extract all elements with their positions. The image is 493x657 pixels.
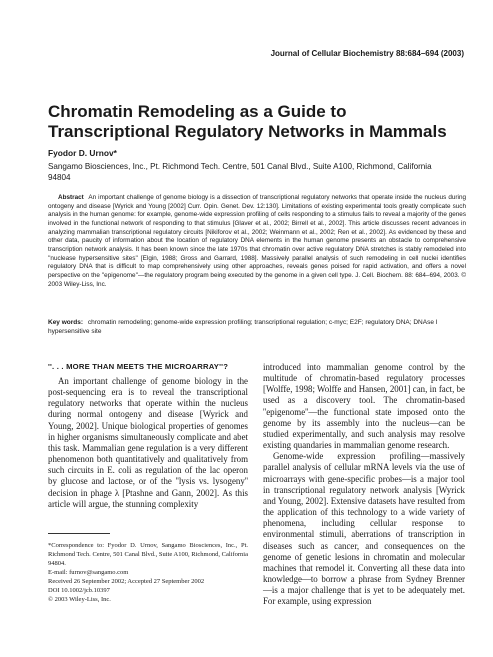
keywords-block bbox=[48, 318, 466, 336]
footnote-email: E-mail: furnov@sangamo.com bbox=[48, 569, 129, 576]
abstract-block bbox=[48, 194, 466, 289]
body-paragraph: introduced into mammalian genome control by the multitude of chromatin-based regulatory processes [Wolffe, 1998; Wolffe and Hansen, 2001] can, in fact, be used as a discovery tool. The chromatin-based ''epigenome''—the functional state imposed onto the genome by its assembly into the nucleus—can be studied experimentally, and such analysis may resolve existing quandaries in mammalian genome research. bbox=[263, 362, 465, 451]
footnote-divider bbox=[48, 533, 110, 534]
footnote-copyright: © 2003 Wiley-Liss, Inc. bbox=[48, 596, 111, 603]
abstract-heading: Abstract bbox=[58, 194, 84, 201]
body-column-right bbox=[263, 362, 465, 607]
body-column-left: An important challenge of genome biology in the post-sequencing era is to reveal the transcriptional regulatory networks that operate within the nucleus during normal ontogeny and disease [Wyrick and Young, 2002]. Unique biological properties of genomes in higher organisms simultaneously complicate and abet this task. Mammalian gene regulation is a very different phenomenon both quantitatively and qualitatively from such circuits in E. coli as regulation of the lac operon by glucose and lactose, or of the ''lysis vs. lysogeny'' decision in phage λ [Ptashne and Gann, 2002]. As this article will argue, the stunning complexity bbox=[48, 376, 248, 509]
footnote-block bbox=[48, 541, 248, 604]
article-title: Chromatin Remodeling as a Guide to Transcriptional Regulatory Networks in Mammals bbox=[48, 102, 447, 141]
footnote-correspondence: *Correspondence to: Fyodor D. Urnov, Sangamo Biosciences, Inc., Pt. Richmond Tech. Centre, 501 Canal Blvd., Suite A100, Richmond, California 94804. bbox=[48, 542, 248, 567]
body-paragraph: Genome-wide expression profiling—massively parallel analysis of cellular mRNA levels via the use of microarrays with gene-specific probes—is a major tool in transcriptional regulatory network analysis [Wyrick and Young, 2002]. Extensive datasets have resulted from the application of this technology to a wide variety of phenomena, including cellular response to environmental stimuli, aberrations of transcription in diseases such as cancer, and consequences on the genome of genetic lesions in chromatin and molecular machines that remodel it. Converting all these data into knowledge—to borrow a phrase from Sydney Brenner—is a major challenge that is yet to be adequately met. For example, using expression bbox=[263, 451, 465, 607]
author-name: Fyodor D. Urnov* bbox=[48, 148, 117, 158]
author-affiliation: Sangamo Biosciences, Inc., Pt. Richmond Tech. Centre, 501 Canal Blvd., Suite A100, Richmond, California 94804 bbox=[48, 162, 432, 182]
abstract-copyright: © 2003 Wiley-Liss, Inc. bbox=[48, 271, 466, 288]
journal-header: Journal of Cellular Biochemistry 88:684–694 (2003) bbox=[270, 49, 464, 58]
abstract-text: An important challenge of genome biology is a dissection of transcriptional regulatory networks that operate inside the nucleus during ontogeny and disease [Wyrick and Young [2002] Curr. Opin. Genet. Dev. 12:130]. Limitations of existing experimental tools greatly complicate such analysis in the human genome: for example, genome-wide expression profiling of cells responding to a stimulus fails to reveal a majority of the genes involved in the functional network of responding to that stimulus [Glaver et al., 2002; Birrell et al., 2002]. This article discusses recent advances in analyzing mammalian transcriptional regulatory circuits [Nikiforov et al., 2002; Weinmann et al., 2002; Ren et al., 2002]. As evidenced by these and other data, paucity of information about the location of regulatory DNA elements in the human genome presents an obstacle to comprehensive transcription network analysis. It has been known since the late 1970s that chromatin over active regulatory DNA stretches is stably remodeled into ''nuclease hypersensitive sites'' [Elgin, 1988; Gross and Garrard, 1988]. Massively parallel analysis of such remodeling in cell nuclei identifies regulatory DNA that is difficult to map comprehensively using other approaches, reveals genes poised for rapid activation, and offers a novel perspective on the ''epigenome''—the regulatory program being executed by the genome in a given cell type. J. Cell. Biochem. 88: 684–694, 2003. bbox=[48, 194, 466, 279]
keywords-heading: Key words: bbox=[48, 319, 84, 326]
section-heading: ''. . . MORE THAN MEETS THE MICROARRAY''? bbox=[48, 362, 229, 371]
keywords-text: chromatin remodeling; genome-wide expression profiling; transcriptional regulation; c-myc; E2F; regulatory DNA; DNAse I hypersensitive site bbox=[48, 319, 438, 335]
footnote-doi: DOI 10.1002/jcb.10397 bbox=[48, 587, 110, 594]
footnote-received: Received 26 September 2002; Accepted 27 September 2002 bbox=[48, 578, 205, 585]
